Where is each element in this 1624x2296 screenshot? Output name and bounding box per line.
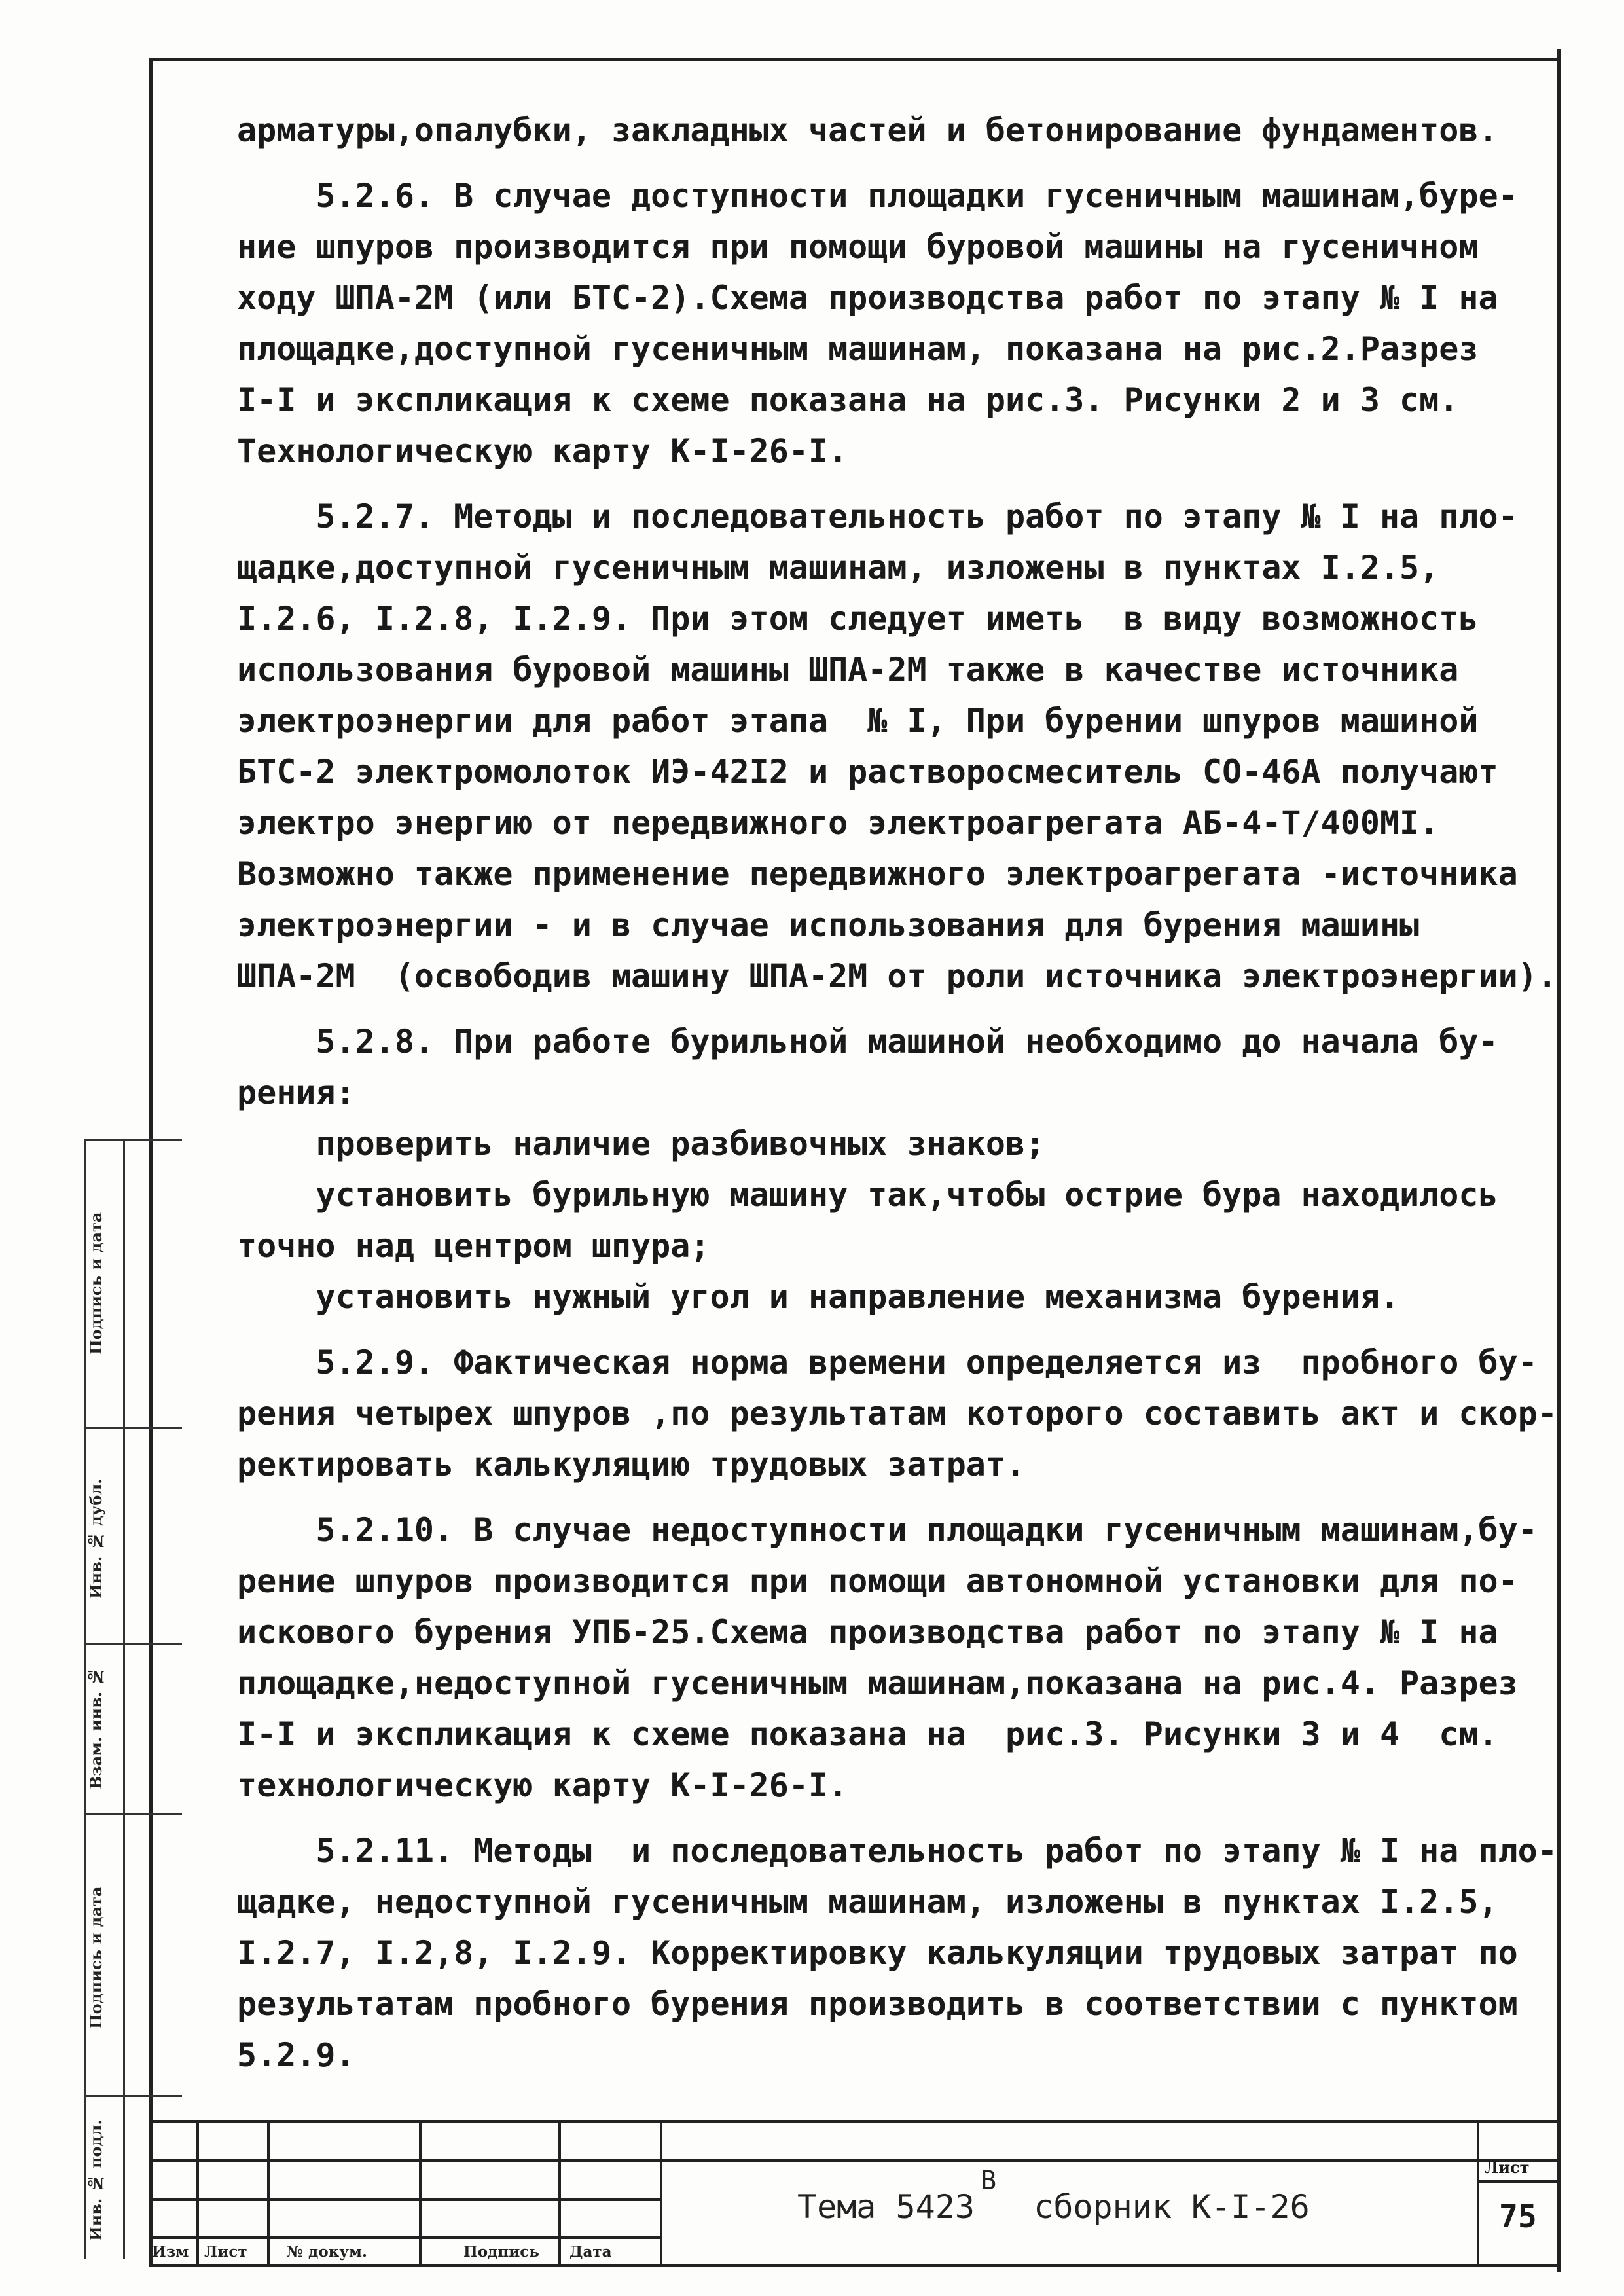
title-block-line — [1477, 2120, 1479, 2264]
side-stamp-line — [123, 1139, 125, 2259]
side-label-signature-date-2: Подпись и дата — [86, 1886, 105, 2029]
text-line: 5.2.6. В случае доступности площадки гусеничным машинам,буре- — [237, 177, 1518, 215]
column-label-sheet: Лист — [204, 2243, 247, 2261]
side-stamp-line — [84, 1139, 182, 1141]
title-block-line — [149, 2236, 660, 2239]
paragraph — [237, 1504, 1540, 1811]
text-line: I.2.7, I.2,8, I.2.9. Корректировку калькуляции трудовых затрат по — [237, 1934, 1518, 1972]
text-line: технологическую карту К-I-26-I. — [237, 1766, 848, 1804]
title-block-line — [1477, 2180, 1560, 2183]
paragraph — [237, 105, 1540, 156]
text-line: 5.2.9. — [237, 2036, 355, 2074]
text-line: щадке, недоступной гусеничным машинам, изложены в пунктах I.2.5, — [237, 1883, 1498, 1921]
text-line: искового бурения УПБ-25.Схема производства работ по этапу № I на — [237, 1613, 1498, 1651]
frame-right-border — [1557, 49, 1561, 2272]
text-line: электроэнергии для работ этапа № I, При бурении шпуров машиной — [237, 702, 1479, 740]
text-line: проверить наличие разбивочных знаков; — [237, 1125, 1045, 1163]
text-line: площадке,недоступной гусеничным машинам,показана на рис.4. Разрез — [237, 1664, 1518, 1702]
text-line: БТС-2 электромолоток ИЭ-42I2 и растворосмеситель СО-46А получают — [237, 753, 1498, 791]
side-stamp — [39, 1139, 137, 2259]
frame-bottom-border — [149, 2264, 1557, 2267]
document-body — [237, 105, 1557, 2095]
side-stamp-line — [84, 1643, 182, 1645]
paragraph — [237, 170, 1540, 477]
text-line: ходу ШПА-2М (или БТС-2).Схема производства работ по этапу № I на — [237, 279, 1498, 317]
side-stamp-line — [84, 1427, 182, 1429]
side-stamp-line — [84, 2095, 182, 2097]
text-line: рения четырех шпуров ,по результатам которого составить акт и скор- — [237, 1394, 1557, 1432]
side-label-replacement-inventory: Взам. инв. № — [86, 1667, 105, 1790]
text-line: ШПА-2М (освободив машину ШПА-2М от роли источника электроэнергии). — [237, 957, 1557, 995]
text-line: арматуры,опалубки, закладных частей и бетонирование фундаментов. — [237, 111, 1498, 149]
frame-top-border — [149, 58, 1557, 61]
title-block — [149, 2120, 1560, 2264]
paragraph — [237, 491, 1557, 1002]
text-line: использования буровой машины ШПА-2М также в качестве источника — [237, 651, 1459, 689]
side-stamp-line — [84, 1139, 86, 2259]
text-line: 5.2.10. В случае недоступности площадки гусеничным машинам,бу- — [237, 1511, 1538, 1549]
text-line: электро энергию от передвижного электроагрегата АБ-4-Т/400МI. — [237, 804, 1439, 842]
text-line: ние шпуров производится при помощи буровой машины на гусеничном — [237, 228, 1479, 266]
document-title: Тема 5423 сборник К-I-26 — [797, 2188, 1310, 2226]
text-line: 5.2.8. При работе бурильной машиной необходимо до начала бу- — [237, 1023, 1498, 1061]
text-line: результатам пробного бурения производить в соответствии с пунктом — [237, 1985, 1518, 2023]
frame-left-border — [149, 58, 153, 2264]
column-label-signature: Подпись — [463, 2243, 539, 2261]
title-block-line — [196, 2120, 199, 2264]
title-block-line — [558, 2120, 561, 2264]
text-line: щадке,доступной гусеничным машинам, изложены в пунктах I.2.5, — [237, 549, 1439, 587]
text-line: Возможно также применение передвижного электроагрегата -источника — [237, 855, 1518, 893]
text-line: I-I и экспликация к схеме показана на рис.3. Рисунки 3 и 4 см. — [237, 1715, 1498, 1753]
text-line: 5.2.11. Методы и последовательность работ по этапу № I на пло- — [237, 1832, 1557, 1870]
title-superscript: В — [981, 2166, 997, 2196]
title-block-line — [149, 2159, 1560, 2162]
title-block-line — [419, 2120, 422, 2264]
text-line: 5.2.7. Методы и последовательность работ по этапу № I на пло- — [237, 498, 1518, 536]
side-label-dup-inventory: Инв. № дубл. — [86, 1478, 105, 1599]
title-block-line — [660, 2120, 662, 2264]
sheet-number: 75 — [1499, 2198, 1537, 2235]
text-line: I.2.6, I.2.8, I.2.9. При этом следует иметь в виду возможность — [237, 600, 1479, 638]
text-line: электроэнергии - и в случае использования для бурения машины — [237, 906, 1420, 944]
sheet-label: Лист — [1485, 2158, 1530, 2177]
column-label-revision: Изм — [152, 2243, 189, 2261]
paragraph — [237, 1016, 1540, 1322]
text-line: установить нужный угол и направление механизма бурения. — [237, 1278, 1400, 1316]
text-line: рение шпуров производится при помощи автономной установки для по- — [237, 1562, 1518, 1600]
text-line: площадке,доступной гусеничным машинам, показана на рис.2.Разрез — [237, 330, 1479, 368]
text-line: Технологическую карту К-I-26-I. — [237, 432, 848, 470]
paragraph — [237, 1337, 1557, 1490]
title-block-line — [267, 2120, 270, 2264]
text-line: I-I и экспликация к схеме показана на рис.3. Рисунки 2 и 3 см. — [237, 381, 1459, 419]
title-block-line — [149, 2120, 1560, 2123]
column-label-date: Дата — [569, 2243, 612, 2261]
text-line: точно над центром шпура; — [237, 1227, 710, 1265]
side-stamp-line — [84, 1813, 182, 1815]
paragraph — [237, 1825, 1557, 2081]
side-label-signature-date: Подпись и дата — [86, 1212, 105, 1355]
text-line: рения: — [237, 1074, 355, 1112]
text-line: 5.2.9. Фактическая норма времени определяется из пробного бу- — [237, 1343, 1538, 1381]
text-line: ректировать калькуляцию трудовых затрат. — [237, 1446, 1026, 1484]
side-label-original-inventory: Инв. № подл. — [86, 2119, 105, 2241]
column-label-document-number: № докум. — [287, 2243, 367, 2261]
text-line: установить бурильную машину так,чтобы острие бура находилось — [237, 1176, 1498, 1214]
title-block-line — [149, 2198, 660, 2201]
